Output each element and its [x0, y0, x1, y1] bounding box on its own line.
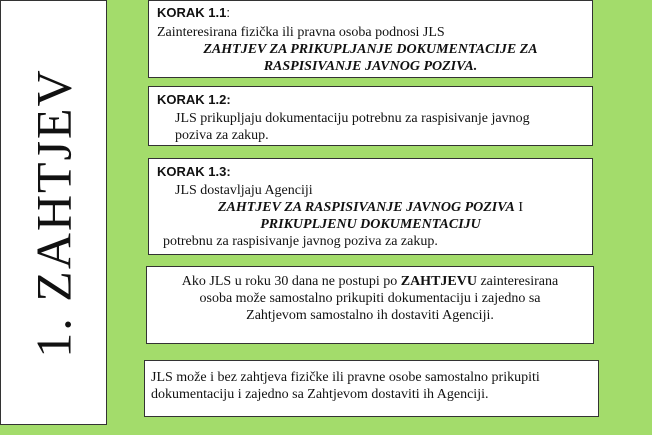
- independent-note-box: [144, 360, 599, 417]
- step-1-box: [148, 0, 593, 78]
- step-2-text-line-1: JLS prikupljaju dokumentaciju potrebnu za raspisivanje javnog: [175, 111, 530, 126]
- deadline-note-box: [146, 266, 594, 344]
- side-title: 1. ZAHTJEV: [25, 67, 82, 358]
- step-1-label: KORAK 1.1:: [157, 5, 230, 20]
- side-title-box: [0, 0, 107, 425]
- step-2-label: KORAK 1.2:: [157, 92, 231, 107]
- step-1-bold-line-1: ZAHTJEV ZA PRIKUPLJANJE DOKUMENTACIJE ZA: [203, 42, 538, 57]
- step-3-text-line-1: JLS dostavljaju Agenciji: [175, 183, 313, 198]
- step-3-box: [148, 158, 593, 255]
- deadline-note-line-1: Ako JLS u roku 30 dana ne postupi po ZAHTJEVU zainteresirana: [181, 274, 559, 289]
- deadline-note-line-2: osoba može samostalno prikupiti dokumentaciju i zajedno sa: [199, 291, 541, 306]
- independent-note-line-1: JLS može i bez zahtjeva fizičke ili pravne osobe samostalno prikupiti: [151, 370, 540, 385]
- deadline-note-line-3: Zahtjevom samostalno ih dostaviti Agenciji.: [246, 308, 494, 323]
- step-3-bold-line-1: ZAHTJEV ZA RASPISIVANJE JAVNOG POZIVA I: [217, 200, 524, 215]
- step-3-bold-line-2: PRIKUPLJENU DOKUMENTACIJU: [260, 217, 481, 232]
- step-3-label: KORAK 1.3:: [157, 164, 231, 179]
- step-1-bold-line-2: RASPISIVANJE JAVNOG POZIVA.: [263, 59, 478, 74]
- step-2-box: [148, 86, 593, 146]
- independent-note-line-2: dokumentaciju i zajedno sa Zahtjevom dostaviti ih Agenciji.: [151, 387, 489, 402]
- step-3-text-line-2: potrebnu za raspisivanje javnog poziva za zakup.: [163, 234, 438, 249]
- step-2-text-line-2: poziva za zakup.: [175, 128, 269, 143]
- step-1-text: Zainteresirana fizička ili pravna osoba podnosi JLS: [157, 25, 445, 40]
